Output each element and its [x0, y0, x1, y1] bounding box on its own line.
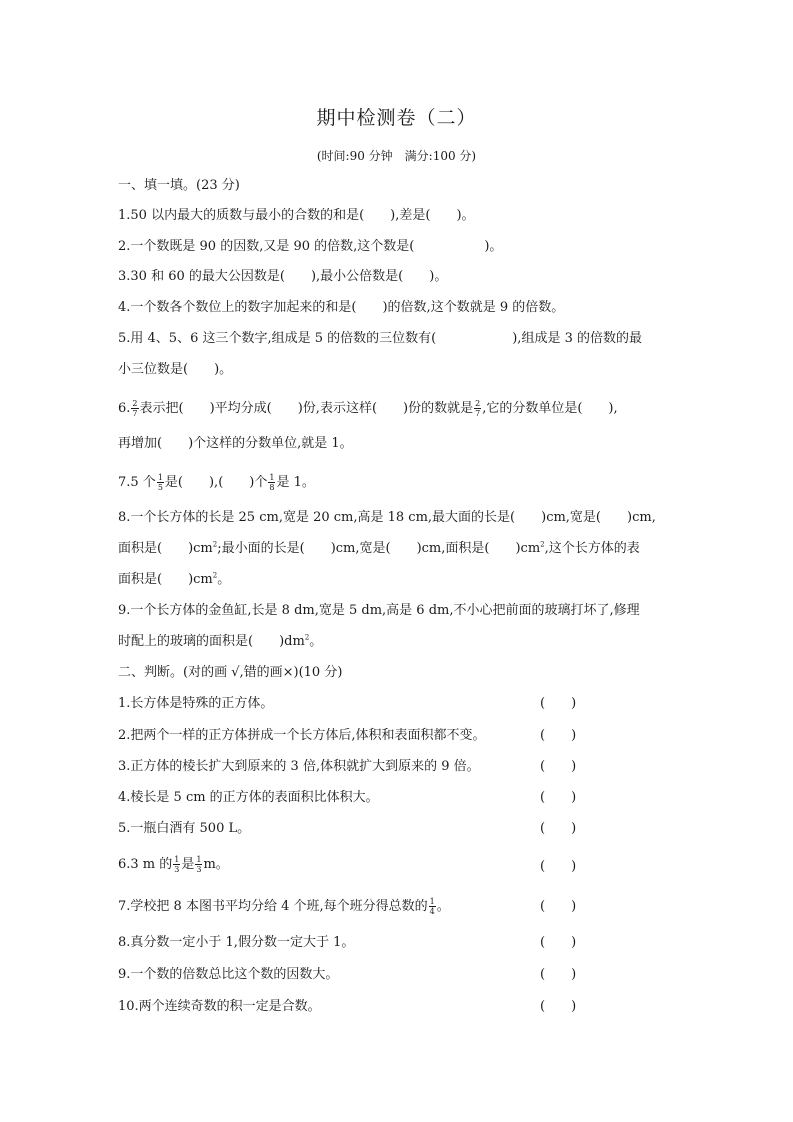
- fraction: $\frac{1}{5}$: [157, 473, 163, 492]
- answer-paren[interactable]: ( ): [540, 859, 577, 874]
- page-subtitle: (时间:90 分钟 满分:100 分): [316, 149, 477, 163]
- answer-paren[interactable]: ( ): [540, 899, 577, 914]
- question-1-9-cont: 时配上的玻璃的面积是( )$dm^2$。: [118, 633, 323, 649]
- question-1-7: 7.5 个 $\frac{1}{5}$ 是( ),( )个 $\frac{1}{8}$ 是 1。: [118, 473, 315, 492]
- answer-paren[interactable]: ( ): [540, 728, 577, 743]
- judge-item-2: 2.把两个一样的正方体拼成一个长方体后,体积和表面积都不变。: [118, 728, 486, 743]
- judge-item-7: 7.学校把 8 本图书平均分给 4 个班,每个班分得总数的 $\frac{1}{4}$ 。: [118, 897, 450, 916]
- question-1-6: 6. $\frac{2}{7}$ 表示把( )平均分成( )份,表示这样( )份的数就是 $\frac{2}{7}$ ,它的分数单位是( ),: [118, 399, 618, 418]
- section2-heading: 二、判断。(对的画 √,错的画×)(10 分): [118, 665, 343, 680]
- question-1-8-cont2: 面积是( )$cm^2$。: [118, 571, 231, 587]
- section1-heading: 一、填一填。(23 分): [118, 178, 240, 193]
- answer-paren[interactable]: ( ): [540, 999, 577, 1014]
- fraction: $\frac{2}{7}$: [475, 399, 481, 418]
- judge-item-8: 8.真分数一定小于 1,假分数一定大于 1。: [118, 935, 355, 950]
- question-1-4: 4.一个数各个数位上的数字加起来的和是( )的倍数,这个数就是 9 的倍数。: [118, 300, 565, 315]
- judge-item-1: 1.长方体是特殊的正方体。: [118, 696, 274, 711]
- judge-item-3: 3.正方体的棱长扩大到原来的 3 倍,体积就扩大到原来的 9 倍。: [118, 759, 480, 774]
- judge-item-6: 6.3 m 的 $\frac{1}{3}$ 是 $\frac{1}{3}$ m。: [118, 855, 229, 874]
- fraction: $\frac{1}{3}$: [174, 855, 180, 874]
- answer-paren[interactable]: ( ): [540, 967, 577, 982]
- question-1-8-cont: 面积是( )$cm^2$;最小面的长是( )cm,宽是( )cm,面积是( )$cm^2$,这个长方体的表: [118, 540, 640, 556]
- page-title: 期中检测卷（二）: [316, 107, 477, 129]
- judge-item-5: 5.一瓶白酒有 500 L。: [118, 821, 251, 836]
- question-1-5: 5.用 4、5、6 这三个数字,组成是 5 的倍数的三位数有( ),组成是 3 的倍数的最: [118, 331, 642, 346]
- judge-item-4: 4.棱长是 5 cm 的正方体的表面积比体积大。: [118, 790, 379, 805]
- fraction: $\frac{1}{8}$: [269, 473, 275, 492]
- fraction: $\frac{2}{7}$: [132, 399, 138, 418]
- question-1-2: 2.一个数既是 90 的因数,又是 90 的倍数,这个数是( )。: [118, 239, 503, 254]
- fraction: $\frac{1}{3}$: [196, 855, 202, 874]
- question-1-6-cont: 再增加( )个这样的分数单位,就是 1。: [118, 436, 353, 451]
- answer-paren[interactable]: ( ): [540, 790, 577, 805]
- answer-paren[interactable]: ( ): [540, 935, 577, 950]
- judge-item-9: 9.一个数的倍数总比这个数的因数大。: [118, 967, 339, 982]
- question-1-3: 3.30 和 60 的最大公因数是( ),最小公倍数是( )。: [118, 269, 448, 284]
- answer-paren[interactable]: ( ): [540, 821, 577, 836]
- question-1-5-cont: 小三位数是( )。: [118, 362, 233, 377]
- answer-paren[interactable]: ( ): [540, 759, 577, 774]
- question-1-1: 1.50 以内最大的质数与最小的合数的和是( ),差是( )。: [118, 208, 475, 223]
- question-1-8: 8.一个长方体的长是 25 cm,宽是 20 cm,高是 18 cm,最大面的长是( )cm,宽是( )cm,: [118, 510, 656, 525]
- fraction: $\frac{1}{4}$: [429, 897, 435, 916]
- answer-paren[interactable]: ( ): [540, 696, 577, 711]
- question-1-9: 9.一个长方体的金鱼缸,长是 8 dm,宽是 5 dm,高是 6 dm,不小心把前面的玻璃打坏了,修理: [118, 603, 640, 618]
- judge-item-10: 10.两个连续奇数的积一定是合数。: [118, 999, 321, 1014]
